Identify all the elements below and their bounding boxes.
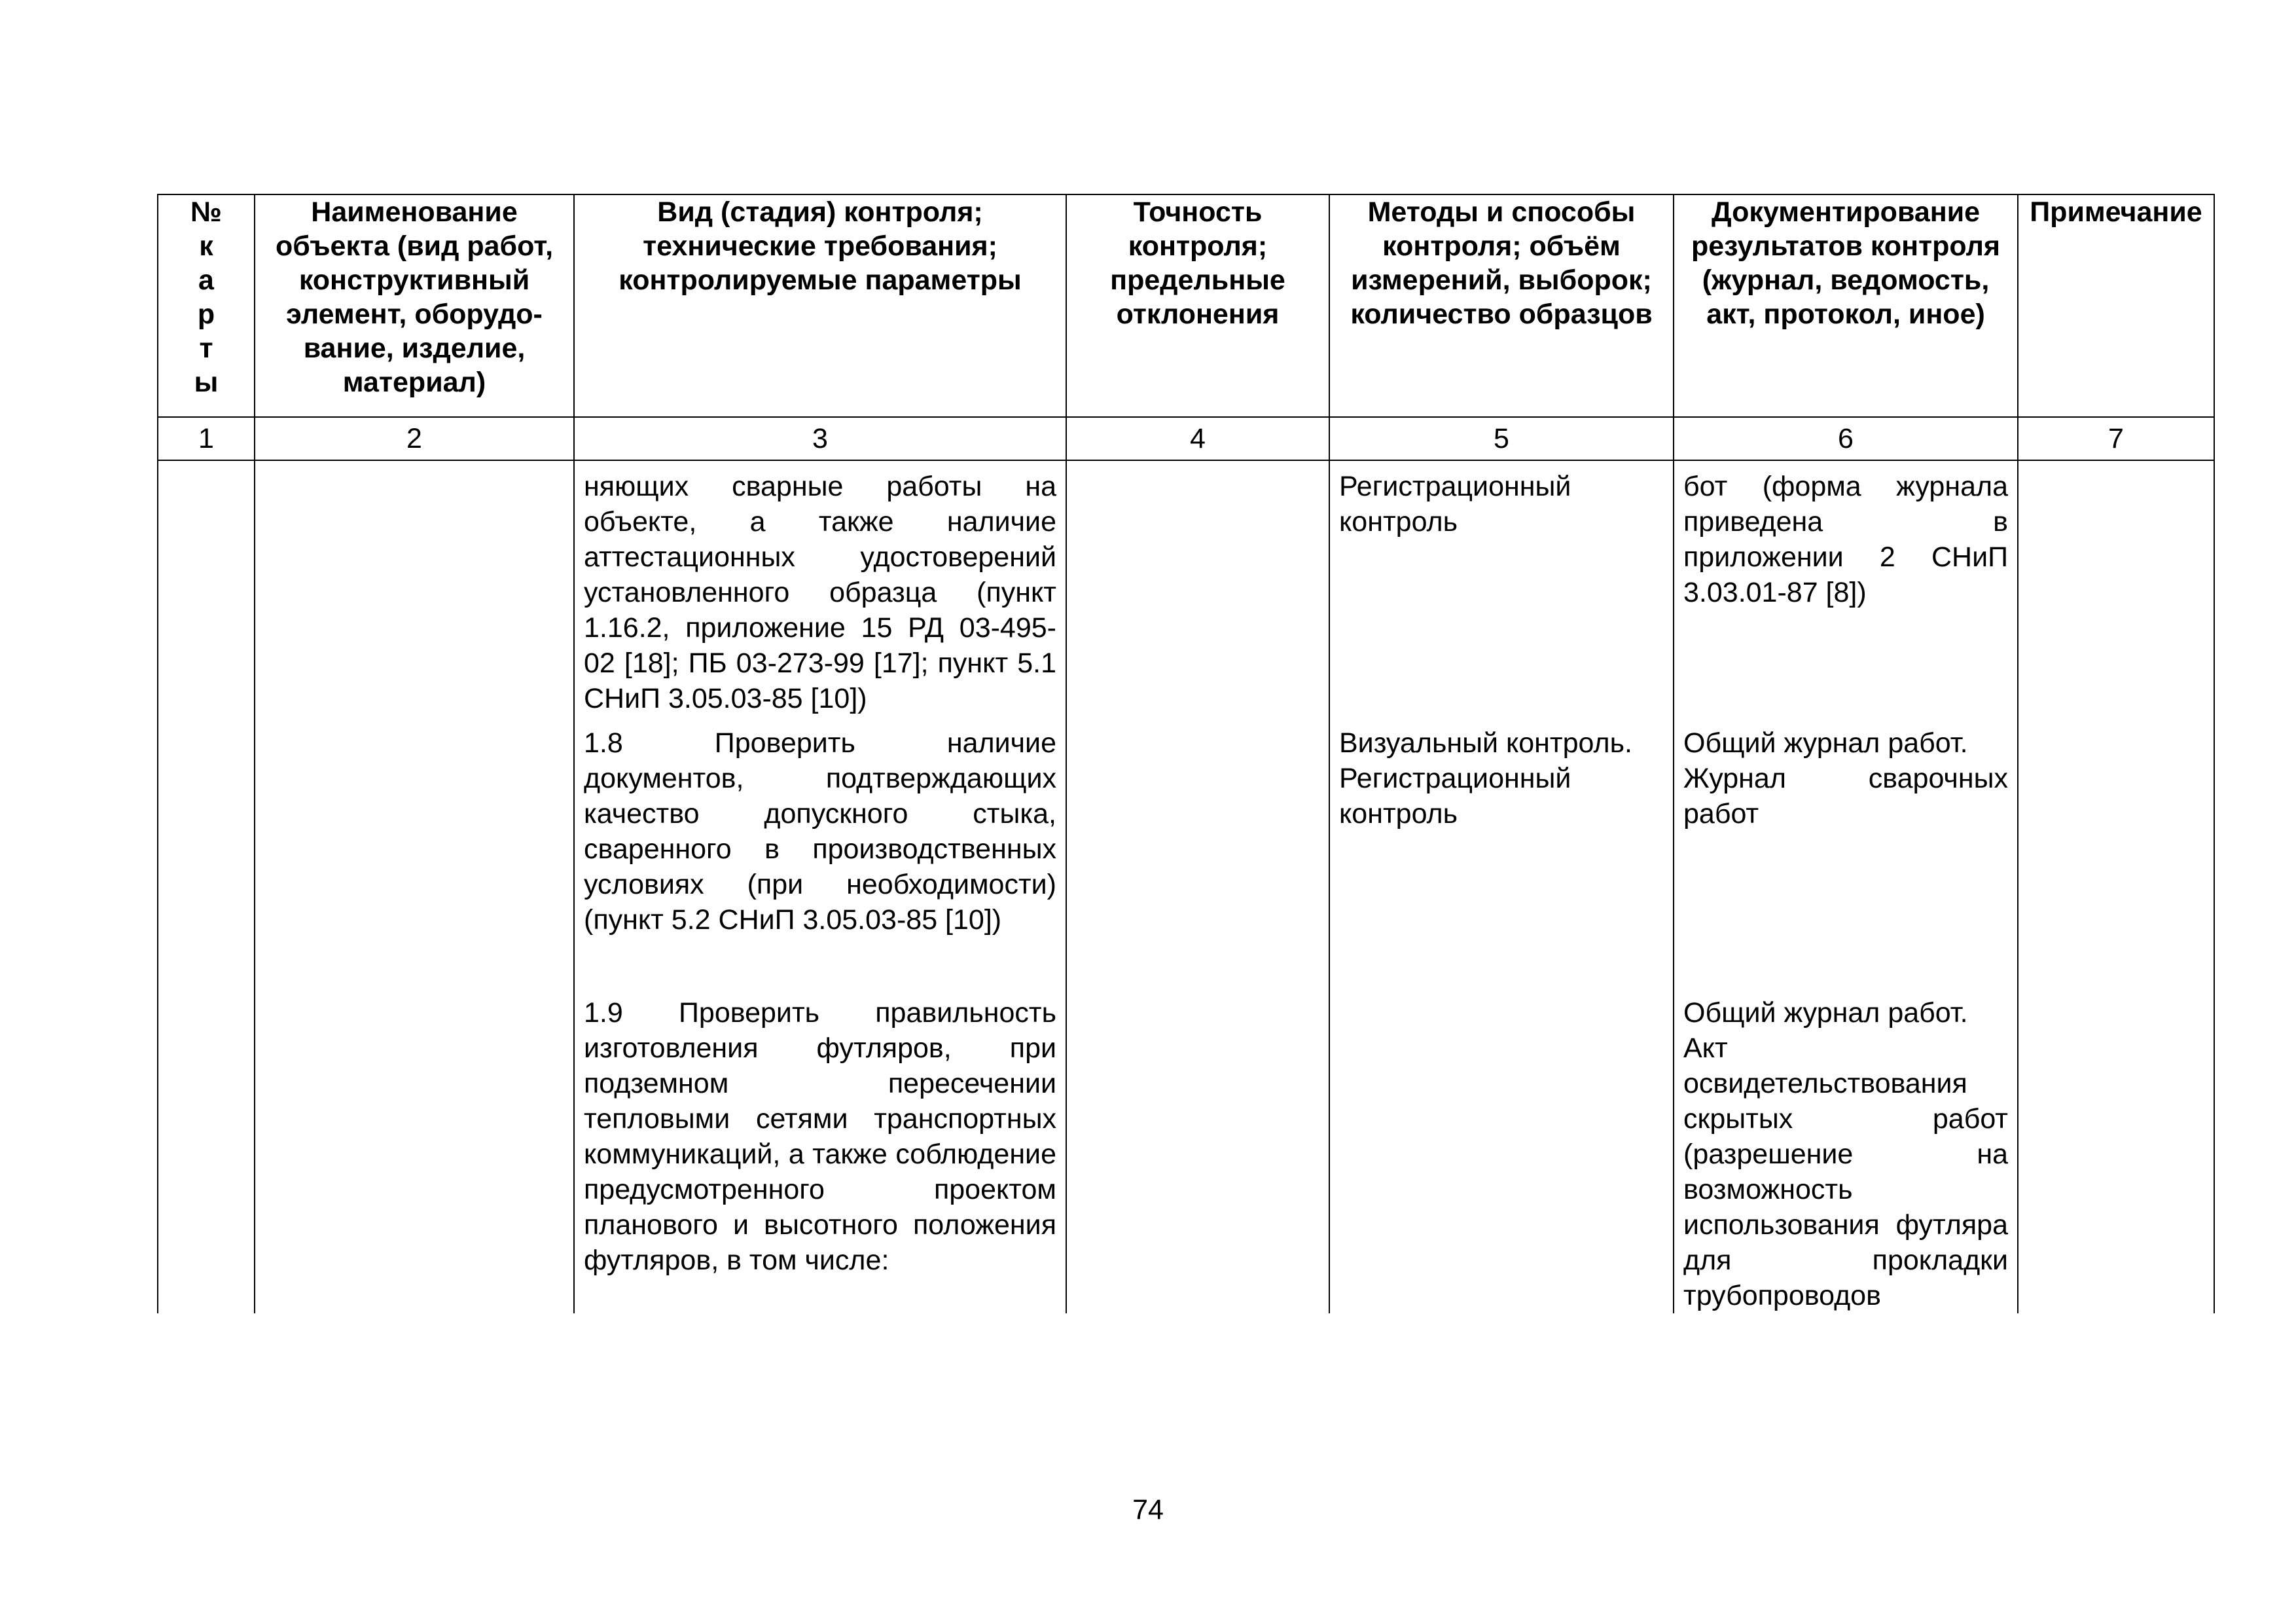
cell-methods (1329, 718, 1674, 981)
cell-line: Акт освидетельствования скрытых работ (разрешение на возможность использования футляра для прокладки трубопроводов (1683, 1032, 2008, 1311)
table-row (158, 981, 2214, 1313)
table-row (158, 718, 2214, 981)
cell-card-number (158, 460, 255, 718)
cell-note (2018, 718, 2214, 981)
cell-line: Общий журнал работ. (1683, 727, 1968, 759)
column-number: 5 (1329, 417, 1674, 460)
header-card-number: № к а р т ы (158, 194, 255, 417)
column-number: 6 (1674, 417, 2018, 460)
column-number: 1 (158, 417, 255, 460)
column-number: 4 (1066, 417, 1329, 460)
column-number: 2 (255, 417, 574, 460)
cell-methods (1329, 981, 1674, 1313)
cell-accuracy (1066, 718, 1329, 981)
column-number-row (158, 417, 2214, 460)
table-row (158, 460, 2214, 718)
cell-documentation (1674, 981, 2018, 1313)
page-number: 74 (1132, 1494, 1164, 1525)
header-methods: Методы и способы контроля; объём измерений, выборок; количество образцов (1329, 194, 1674, 417)
column-number: 7 (2018, 417, 2214, 460)
cell-accuracy (1066, 460, 1329, 718)
cell-object-name (255, 718, 574, 981)
cell-accuracy (1066, 981, 1329, 1313)
cell-object-name (255, 460, 574, 718)
control-table (157, 194, 2215, 1313)
cell-line: Журнал сварочных работ (1683, 763, 2008, 830)
cell-control-type: 1.8 Проверить наличие документов, подтверждающих качество допускного стыка, сваренного в производственных условиях (при необходимости) (пункт 5.2 СНиП 3.05.03-85 [10]) (574, 718, 1066, 981)
header-accuracy: Точность контроля; предельные отклонения (1066, 194, 1329, 417)
table-header-row (158, 194, 2214, 417)
column-number: 3 (574, 417, 1066, 460)
cell-documentation: бот (форма журнала приведена в приложении 2 СНиП 3.03.01-87 [8]) (1674, 460, 2018, 718)
header-note: Примечание (2018, 194, 2214, 417)
cell-control-type: 1.9 Проверить правильность изготовления футляров, при подземном пересечении тепловыми сетями транспортных коммуникаций, а также соблюдение предусмотренного проектом планового и высотного положения футляров, в том числе: (574, 981, 1066, 1313)
cell-methods: Регистрационный контроль (1329, 460, 1674, 718)
cell-line: Визуальный контроль. (1339, 727, 1632, 759)
cell-line: Регистрационный контроль (1339, 763, 1571, 830)
header-control-type: Вид (стадия) контроля; технические требования; контролируемые параметры (574, 194, 1066, 417)
cell-card-number (158, 718, 255, 981)
cell-object-name (255, 981, 574, 1313)
cell-documentation (1674, 718, 2018, 981)
cell-control-type: няющих сварные работы на объекте, а также наличие аттестационных удостоверений установленного образца (пункт 1.16.2, приложение 15 РД 03-495-02 [18]; ПБ 03-273-99 [17]; пункт 5.1 СНиП 3.05.03-85 [10]) (574, 460, 1066, 718)
cell-note (2018, 460, 2214, 718)
cell-line: Общий журнал работ. (1683, 997, 1968, 1029)
cell-card-number (158, 981, 255, 1313)
header-object-name: Наименование объекта (вид работ, конструктивный элемент, оборудо- вание, изделие, материал) (255, 194, 574, 417)
cell-note (2018, 981, 2214, 1313)
header-documentation: Документирование результатов контроля (журнал, ведомость, акт, протокол, иное) (1674, 194, 2018, 417)
